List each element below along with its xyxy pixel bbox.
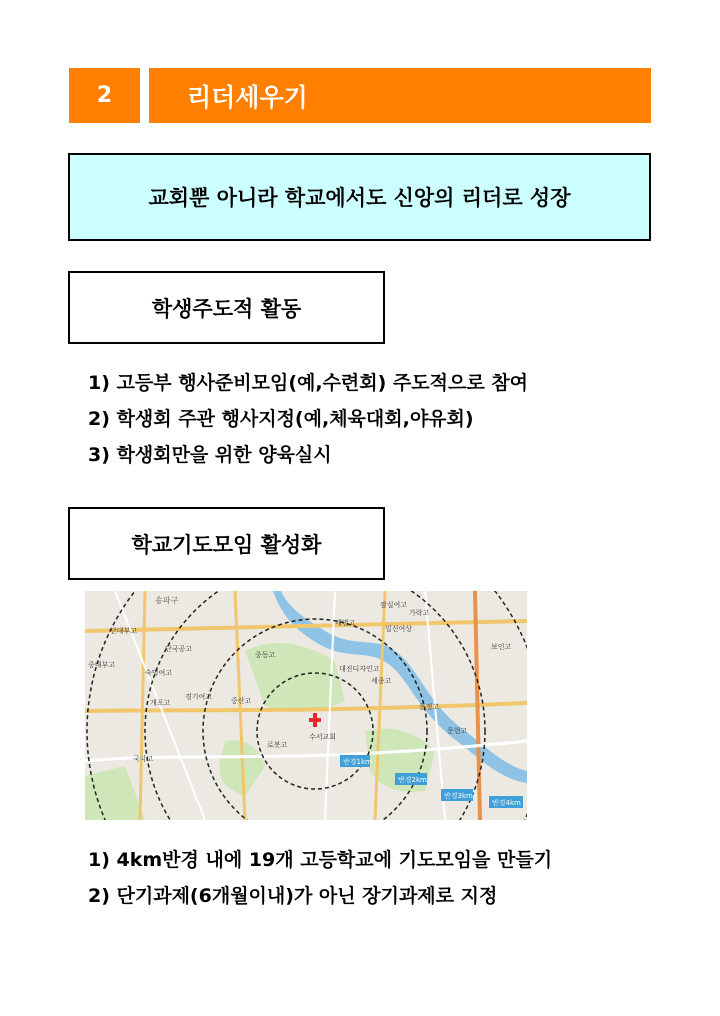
school-map <box>85 591 527 820</box>
school-label: 대진디자인고 <box>339 665 380 673</box>
school-label: 문정고 <box>419 703 440 711</box>
section-header <box>69 68 651 123</box>
school-label: 문현고 <box>447 727 468 735</box>
school-label: 세종고 <box>371 677 392 685</box>
school-label: 중대부고 <box>88 661 116 669</box>
map-image <box>85 591 527 820</box>
school-label: 배명고 <box>335 619 356 627</box>
school-label: 보인고 <box>491 643 512 651</box>
church-label: 수서교회 <box>309 733 337 741</box>
list-item: 2) 단기과제(6개월이내)가 아닌 장기과제로 지정 <box>88 885 498 907</box>
list-item: 1) 고등부 행사준비모임(예,수련회) 주도적으로 참여 <box>88 372 529 394</box>
motto-box: 교회뿐 아니라 학교에서도 신앙의 리더로 성장 <box>68 153 651 241</box>
subsection-title-prayer-meetings: 학교기도모임 활성화 <box>68 507 385 580</box>
school-label: 중산고 <box>231 697 252 705</box>
section-number: 2 <box>69 68 140 123</box>
school-label: 잠실여고 <box>380 601 408 609</box>
school-label: 단국공고 <box>165 645 193 653</box>
radius-label-2km: 반경2km <box>398 776 427 784</box>
prayer-meetings-list <box>88 842 552 914</box>
radius-label-4km: 반경4km <box>492 799 521 807</box>
school-label: 단대부고 <box>110 627 138 635</box>
subsection-title-student-activities: 학생주도적 활동 <box>68 271 385 344</box>
school-label: 숙명여고 <box>145 669 173 677</box>
section-title: 리더세우기 <box>149 68 651 123</box>
radius-label-3km: 반경3km <box>444 792 473 800</box>
school-label: 로봇고 <box>267 741 288 749</box>
radius-label-1km: 반경1km <box>343 758 372 766</box>
school-label: 중동고 <box>255 651 276 659</box>
list-item: 3) 학생회만을 위한 양육실시 <box>88 444 332 466</box>
list-item: 1) 4km반경 내에 19개 고등학교에 기도모임을 만들기 <box>88 849 553 871</box>
school-label: 개포고 <box>150 699 171 707</box>
list-item: 2) 학생회 주관 행사지정(예,체육대회,야유회) <box>88 408 474 430</box>
school-label: 가락고 <box>409 609 430 617</box>
school-label: 일신여상 <box>385 625 413 633</box>
student-activities-list <box>88 365 528 473</box>
school-label: 국악고 <box>133 755 154 763</box>
district-label: 송파구 <box>155 596 179 605</box>
school-label: 경기여고 <box>185 693 213 701</box>
